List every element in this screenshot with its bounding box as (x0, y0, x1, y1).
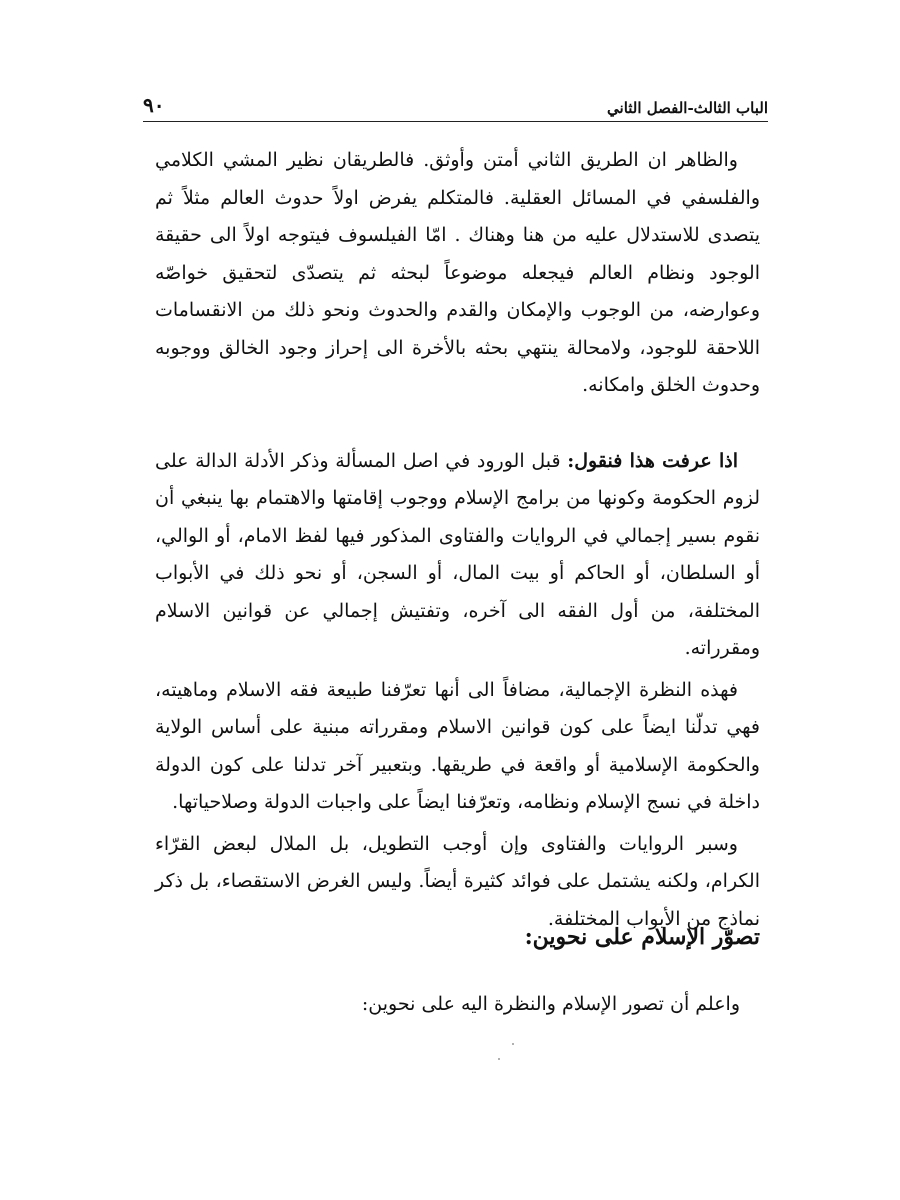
paragraph-survey-note (155, 826, 760, 939)
scan-speck (512, 1043, 514, 1045)
paragraph-overview-benefit (155, 672, 760, 822)
chapter-running-title: الباب الثالث-الفصل الثاني (607, 99, 768, 117)
paragraph-survey-intro (155, 443, 760, 668)
paragraph-text: فهذه النظرة الإجمالية، مضافاً الى أنها تعرّفنا طبيعة فقه الاسلام وماهيته، فهي تدلّنا ايضاً على كون قوانين الاسلام ومقرراته مبنية على أساس الولاية والحكومة الإسلامية أو واقعة في طريقها. وبتعبير آخر تدلنا على كون الدولة داخلة في نسج الإسلام ونظامه، وتعرّفنا ايضاً على واجبات الدولة وصلاحياتها. (155, 678, 760, 813)
paragraph-text: والظاهر ان الطريق الثاني أمتن وأوثق. فالطريقان نظير المشي الكلامي والفلسفي في المسائل العقلية. فالمتكلم يفرض اولاً حدوث العالم مثلاً ثم يتصدى للاستدلال عليه من هنا وهناك . امّا الفيلسوف فيتوجه اولاً الى حقيقة الوجود ونظام العالم فيجعله موضوعاً لبحثه ثم يتصدّى لتحقيق خواصّه وعوارضه، من الوجوب والإمكان والقدم والحدوث ونحو ذلك من الانقسامات اللاحقة للوجود، ولامحالة ينتهي بحثه بالأخرة الى إحراز وجود الخالق ووجوبه وحدوث الخلق وامكانه. (155, 149, 760, 396)
body-text (155, 142, 760, 938)
scan-speck (498, 1058, 500, 1060)
paragraph-text: وسبر الروايات والفتاوى وإن أوجب التطويل، بل الملال لبعض القرّاء الكرام، ولكنه يشتمل على فوائد كثيرة أيضاً. وليس الغرض الاستقصاء، بل ذكر نماذج من الأبواب المختلفة. (155, 832, 760, 930)
paragraph-lead-phrase: اذا عرفت هذا فنقول: (567, 449, 738, 472)
paragraph-text: قبل الورود في اصل المسألة وذكر الأدلة الدالة على لزوم الحكومة وكونها من برامج الإسلام ووجوب إقامتها والاهتمام بها ينبغي أن نقوم بسير إجمالي في الروايات والفتاوى المذكور فيها لفظ الامام، أو الوالي، أو السلطان، أو الحاكم أو بيت المال، أو السجن، أو نحو ذلك في الأبواب المختلفة، من أول الفقه الى آخره، وتفتيش إجمالي عن قوانين الاسلام ومقرراته. (155, 449, 760, 659)
page-number: ٩٠ (143, 93, 165, 117)
running-header (143, 88, 768, 122)
paragraph-philosophical-method (155, 142, 760, 405)
section-heading: تصوّر الإسلام على نحوين: (524, 924, 760, 950)
section-first-line: واعلم أن تصور الإسلام والنظرة اليه على نحوين: (361, 993, 740, 1015)
